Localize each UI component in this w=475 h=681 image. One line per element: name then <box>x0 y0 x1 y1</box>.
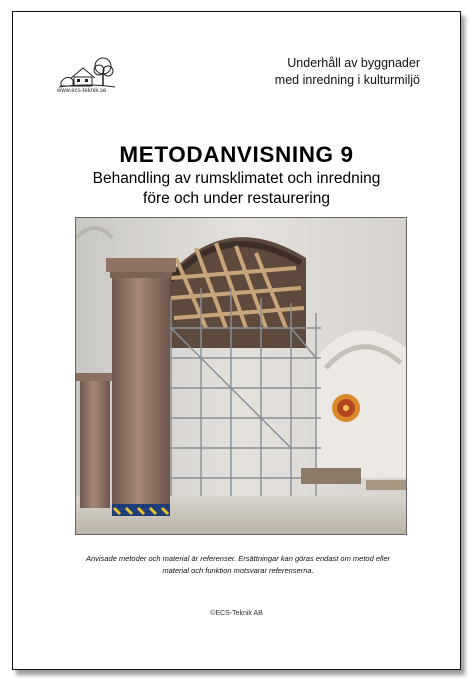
subtitle-line-1: Behandling av rumsklimatet och inredning <box>92 170 381 187</box>
header-tagline <box>275 55 420 89</box>
note-line-2: material och funktion motsvarar referenserna. <box>162 566 314 575</box>
subtitle-line-2: före och under restaurering <box>143 190 330 207</box>
copyright-text: ©ECS-Teknik AB <box>210 610 263 617</box>
tagline-line-1: Underhåll av byggnader <box>287 56 420 70</box>
note-line-1: Anvisade metoder och material är referenser. Ersättningar kan göras endast om metod eller <box>85 554 391 563</box>
tagline-line-2: med inredning i kulturmiljö <box>274 73 420 87</box>
reference-note <box>53 553 423 577</box>
document-title: METODANVISNING 9 <box>119 142 354 167</box>
church-interior-photo <box>75 217 407 535</box>
document-page <box>12 11 461 670</box>
logo-url: www.ecs-teknik.se <box>57 88 107 94</box>
document-subtitle <box>13 169 460 209</box>
